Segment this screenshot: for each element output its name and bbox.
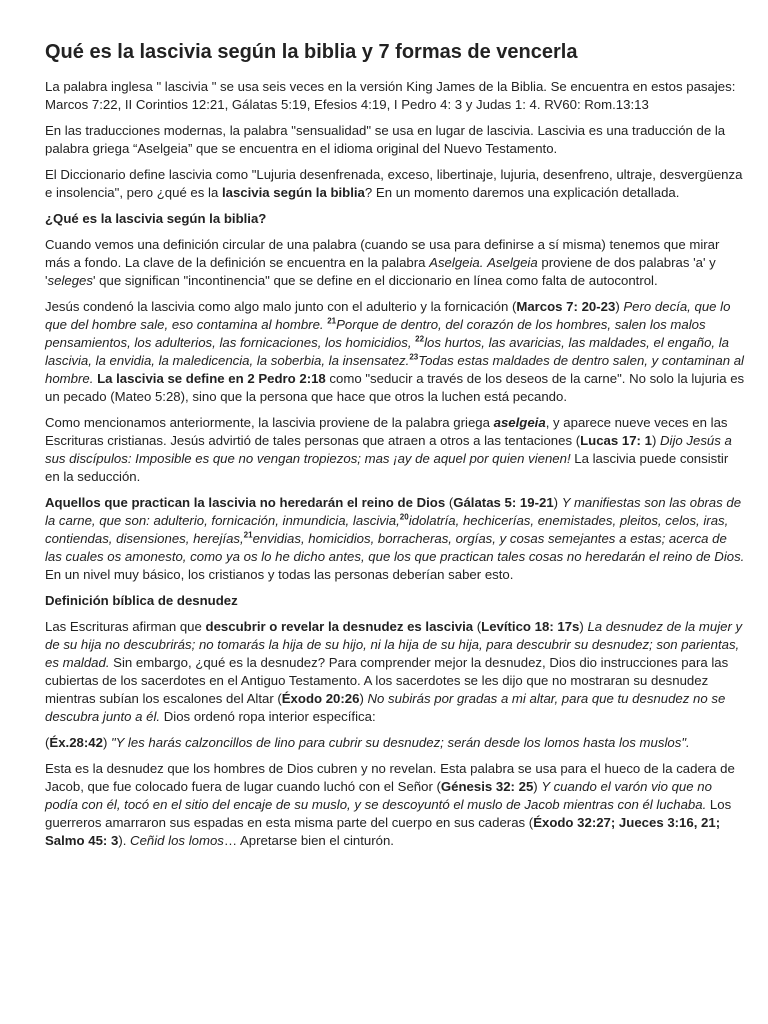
paragraph (45, 618, 746, 726)
text-run: Aquellos que practican la lascivia no heredarán el reino de Dios (45, 495, 446, 510)
text-run: ) (102, 735, 111, 750)
text-run: La lascivia se define en 2 Pedro 2:18 (97, 371, 326, 386)
text-run: Y manifiestas son las obras de la carne, que son: adulterio, fornicación, inmundicia, lascivia, (45, 495, 742, 528)
text-run: Todas estas maldades de dentro salen, y contaminan al hombre. (45, 353, 744, 386)
text-run: aselgeia (493, 415, 546, 430)
text-run: ). (118, 833, 131, 848)
text-run: envidias, homicidios, borracheras, orgías, y cosas semejantes a estas; acerca de las cuales os amonesto, como ya os lo he dicho antes, que los que practican tales cosas no heredarán el reino de Dios. (45, 531, 745, 564)
verse-number: 21 (243, 530, 253, 540)
text-run: Y cuando el varón vio que no podía con él, tocó en el sitio del encaje de su muslo, y se descoyuntó el muslo de Jacob mientras con él luchaba. (45, 779, 712, 812)
verse-number: 23 (409, 352, 419, 362)
text-run: En las traducciones modernas, la palabra "sensualidad" se usa en lugar de lascivia. Lascivia es una traducción de la palabra griega “Aselgeia” que se encuentra en el idioma original del Nuevo Testamento. (45, 123, 726, 156)
paragraph (45, 122, 746, 158)
text-run: Gálatas 5: 19-21 (453, 495, 554, 510)
text-run: , y aparece nueve veces en las Escrituras cristianas. Jesús advirtió de tales personas que atraen a otros a las tentaciones ( (45, 415, 728, 448)
text-run: descubrir o revelar la desnudez es lascivia (205, 619, 474, 634)
verse-number: 20 (399, 512, 409, 522)
paragraph (45, 734, 746, 752)
text-run: Éx.28:42 (49, 735, 103, 750)
text-run: La desnudez de la mujer y de su hija no descubrirás; no tomarás la hija de su hijo, ni la hija de su hija, para descubrir su desnudez; son parientas, es maldad. (45, 619, 743, 670)
text-run: Éxodo 32:27; Jueces 3:16, 21; Salmo 45: 3 (45, 815, 721, 848)
verse-number: 21 (327, 316, 337, 326)
text-run: Cuando vemos una definición circular de una palabra (cuando se usa para definirse a sí misma) tenemos que mirar más a fondo. La clave de la definición se encuentra en la palabra (45, 237, 720, 270)
text-run: Marcos 7: 20-23 (516, 299, 616, 314)
text-run: los hurtos, las avaricias, las maldades, el engaño, la lascivia, la envidia, la maledicencia, la soberbia, la insensatez. (45, 335, 730, 368)
text-run: No subirás por gradas a mi altar, para que tu desnudez no se descubra junto a él. (45, 691, 726, 724)
text-run: Las Escrituras afirman que (45, 619, 206, 634)
text-run: idolatría, hechicerías, enemistades, pleitos, celos, iras, contiendas, disensiones, herejías, (45, 513, 729, 546)
text-run: ) (651, 433, 661, 448)
paragraph (45, 78, 746, 114)
text-run: "Y les harás calzoncillos de lino para cubrir su desnudez; serán desde los lomos hasta los muslos". (111, 735, 690, 750)
text-run: Aselgeia (487, 255, 538, 270)
text-run: seleges (47, 273, 93, 288)
text-run: ( (445, 495, 454, 510)
text-run: ) (579, 619, 588, 634)
text-run: ) (533, 779, 542, 794)
text-run: ) (359, 691, 368, 706)
text-run: Jesús condenó la lascivia como algo malo junto con el adulterio y la fornicación ( (45, 299, 517, 314)
text-run: Los guerreros amarraron sus espadas en esta misma parte del cuerpo en sus caderas ( (45, 797, 732, 830)
paragraph (45, 414, 746, 486)
text-run: En un nivel muy básico, los cristianos y todas las personas deberían saber esto. (45, 567, 514, 582)
text-run: Definición bíblica de desnudez (45, 593, 238, 608)
text-run: La palabra inglesa " lascivia " se usa seis veces en la versión King James de la Biblia. Se encuentra en estos pasajes: Marcos 7:22, II Corintios 12:21, Gálatas 5:19, Efesios 4:19, I Pedro 4: 3 y Judas 1: 4. RV60: Rom.13:13 (45, 79, 736, 112)
text-run: ( (473, 619, 482, 634)
text-run: Porque de dentro, del corazón de los hombres, salen los malos pensamientos, los adulterios, las fornicaciones, los homicidios, (45, 317, 706, 350)
text-run: Esta es la desnudez que los hombres de Dios cubren y no revelan. Esta palabra se usa para el hueco de la cadera de Jacob, que fue colocado fuera de lugar cuando luchó con el Señor ( (45, 761, 735, 794)
text-run: ) (553, 495, 562, 510)
text-run: ¿Qué es la lascivia según la biblia? (45, 211, 267, 226)
paragraph (45, 166, 746, 202)
text-run: Levítico 18: 17s (481, 619, 580, 634)
text-run: Génesis 32: 25 (440, 779, 534, 794)
section-heading (45, 210, 746, 228)
text-run: Como mencionamos anteriormente, la lascivia proviene de la palabra griega (45, 415, 494, 430)
text-run: Ceñid los lomos (130, 833, 224, 848)
text-run: lascivia según la biblia (221, 185, 365, 200)
text-run: Lucas 17: 1 (580, 433, 652, 448)
paragraph (45, 494, 746, 584)
paragraph (45, 760, 746, 850)
section-heading (45, 592, 746, 610)
text-run: ? En un momento daremos una explicación detallada. (364, 185, 680, 200)
text-run: Aselgeia. (429, 255, 484, 270)
text-run: ) (615, 299, 624, 314)
article-body (45, 78, 746, 850)
text-run: proviene de dos palabras 'a' y ' (45, 255, 716, 288)
text-run: Éxodo 20:26 (281, 691, 360, 706)
text-run: Sin embargo, ¿qué es la desnudez? Para comprender mejor la desnudez, Dios dio instrucciones para las cubiertas de los sacerdotes en el Antiguo Testamento. A los sacerdotes se les dijo que no mostraran su desnudez mientras subían los escalones del Altar ( (45, 655, 729, 706)
text-run: Pero decía, que lo que del hombre sale, eso contamina al hombre. (45, 299, 731, 332)
text-run: ' que significan "incontinencia" que se define en el diccionario en línea como falta de autocontrol. (93, 273, 658, 288)
article-title: Qué es la lascivia según la biblia y 7 formas de vencerla (45, 41, 578, 63)
text-run: … Apretarse bien el cinturón. (223, 833, 394, 848)
paragraph (45, 298, 746, 406)
paragraph (45, 236, 746, 290)
verse-number: 22 (415, 334, 425, 344)
text-run: La lascivia puede consistir en la seducción. (45, 451, 729, 484)
text-run: ( (45, 735, 50, 750)
text-run: como "seducir a través de los deseos de la carne". No solo la lujuria es un pecado (Mateo 5:28), sino que la persona que hace que otros la luchen está pecando. (45, 371, 745, 404)
text-run: Dios ordenó ropa interior específica: (160, 709, 376, 724)
text-run: El Diccionario define lascivia como "Lujuria desenfrenada, exceso, libertinaje, lujuria, desenfreno, ultraje, desvergüenza e insolencia", pero ¿qué es la (45, 167, 743, 200)
text-run: Dijo Jesús a sus discípulos: Imposible es que no vengan tropiezos; mas ¡ay de aquel por quien vienen! (45, 433, 732, 466)
